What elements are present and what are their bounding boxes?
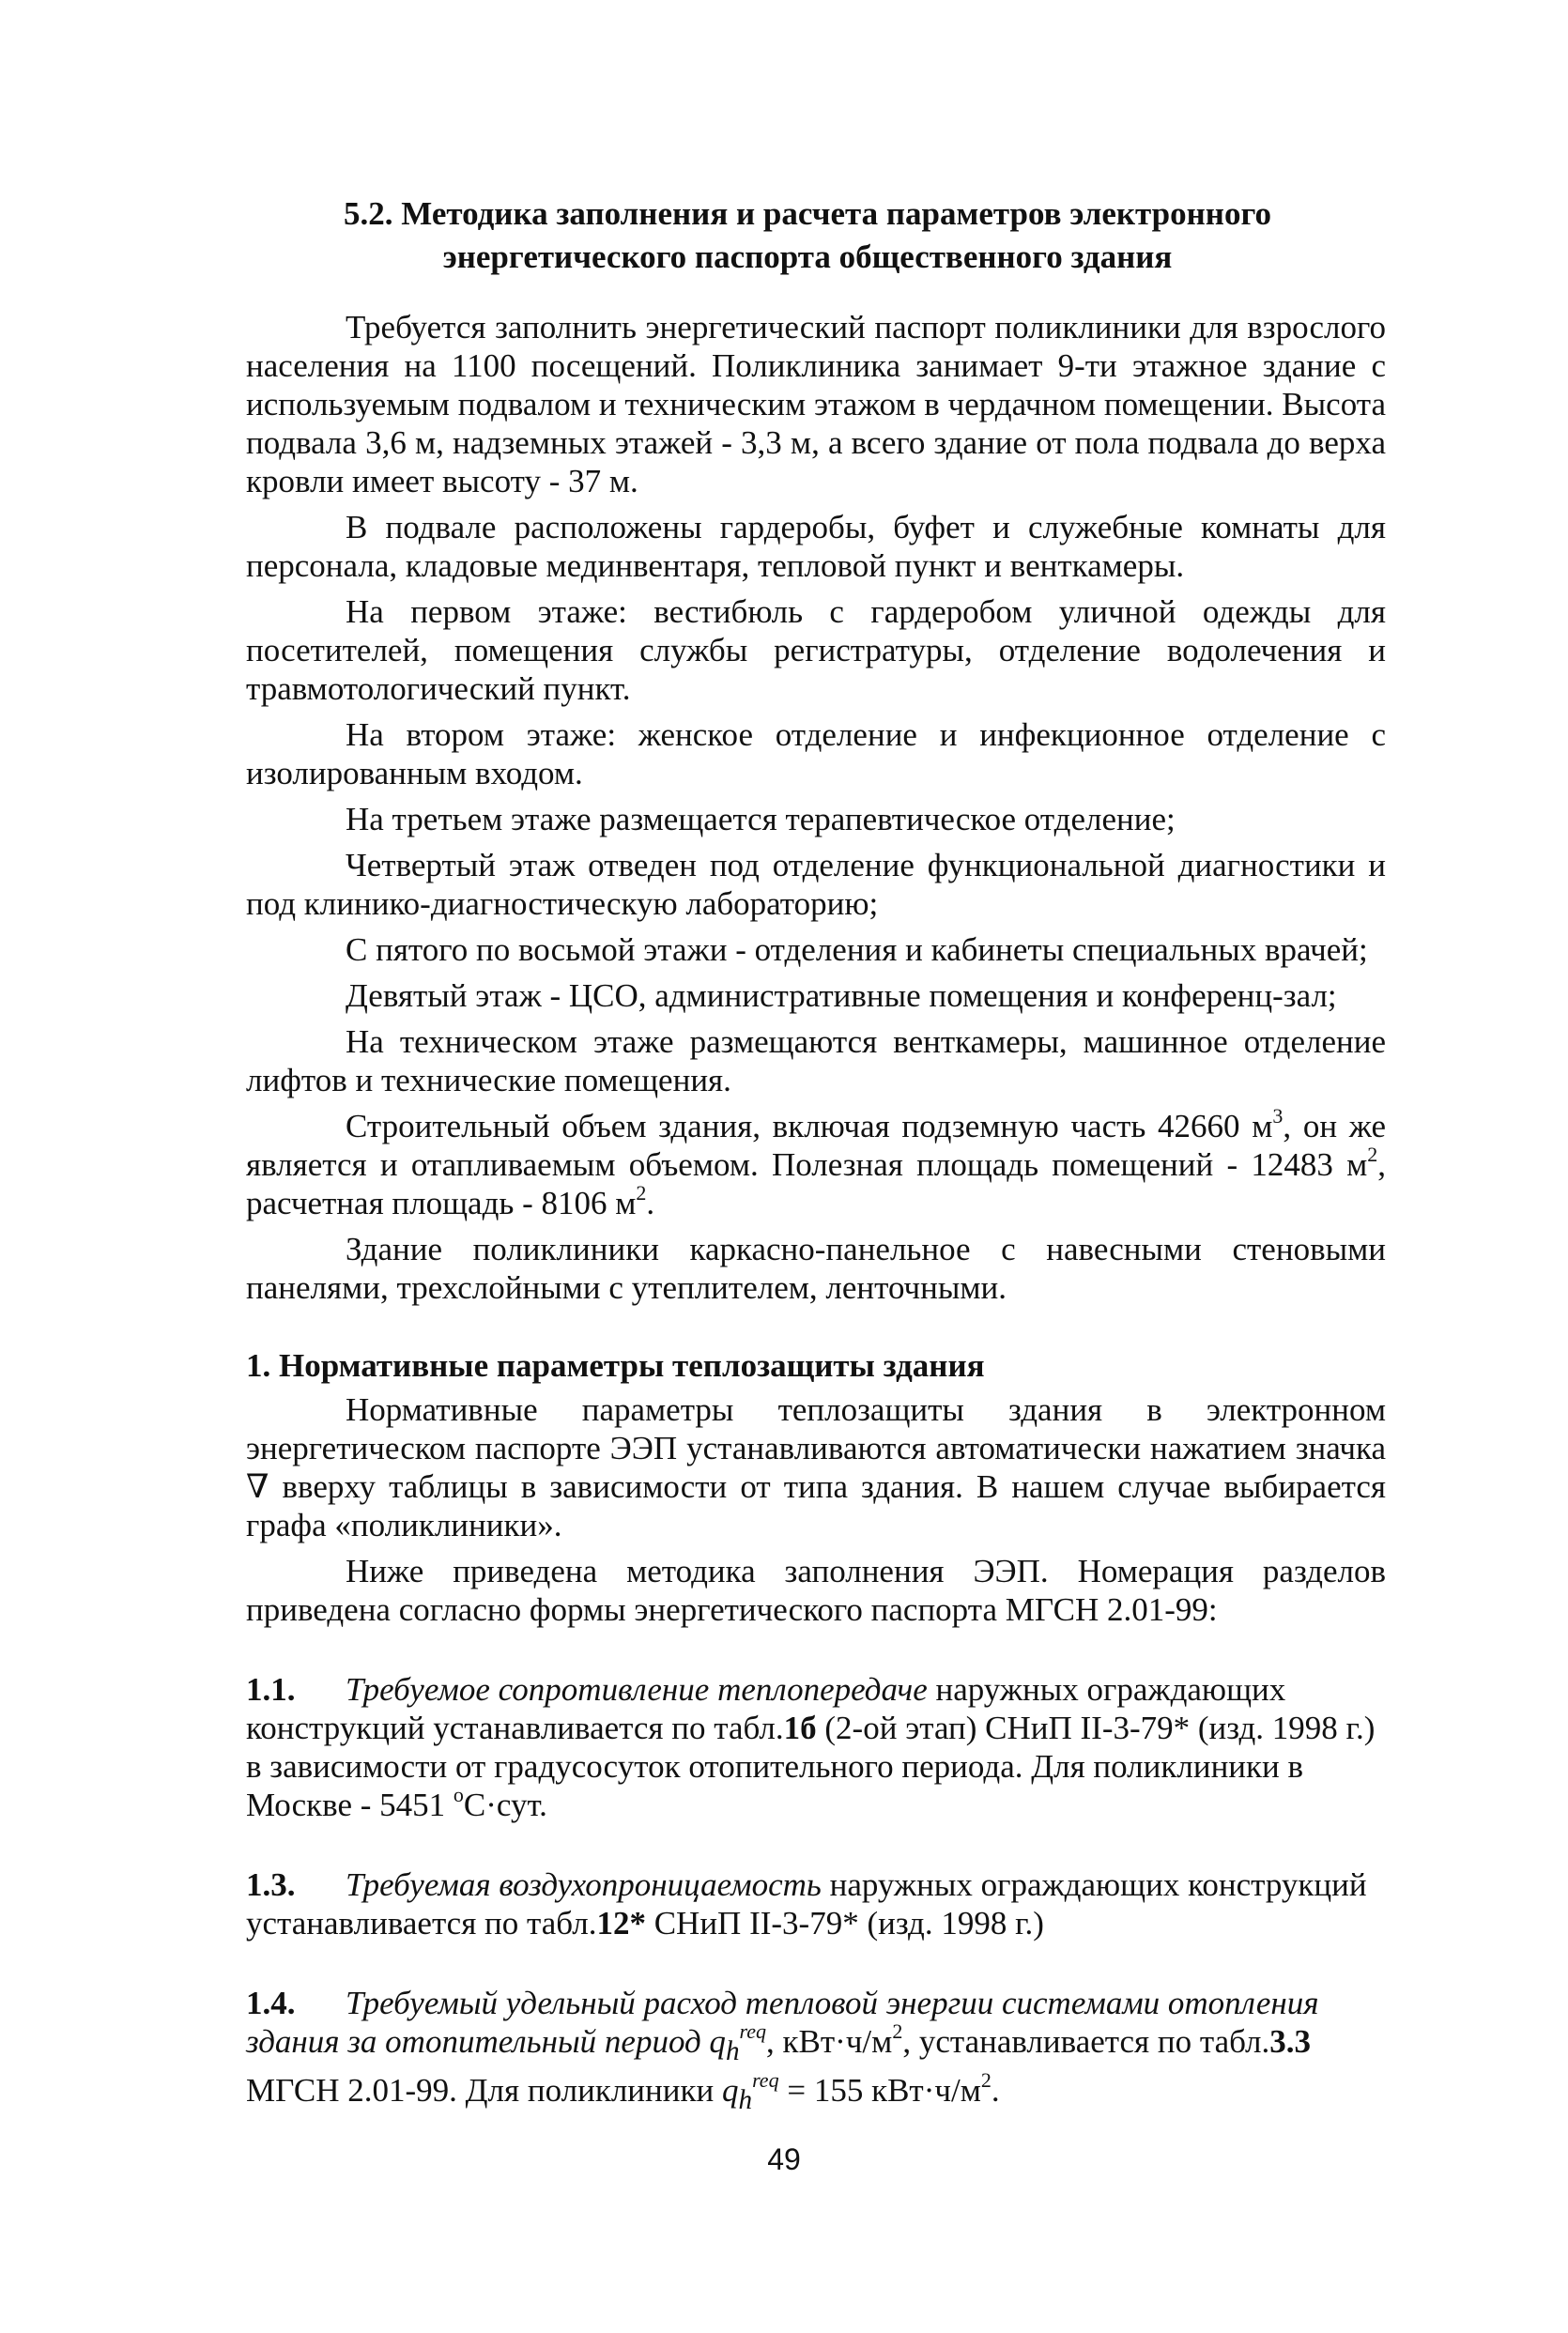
volume-text-2: , он же является и отапливаемым объемом. Полезная площадь помещений - 12483 м [246,1108,1386,1183]
document-body [246,308,1386,2120]
paragraph-floor4: Четвертый этаж отведен под отделение функциональной диагностики и под клинико-диагностическую лабораторию; [246,847,1386,922]
item-1-1-text-3: С·сут. [463,1787,547,1823]
item-1-1-table-ref: 1б [783,1710,817,1746]
item-1-1 [246,1670,1386,1824]
item-1-4-text-4: = 155 кВт·ч/м [778,2072,981,2109]
item-1-4-table-ref: 3.3 [1269,2023,1312,2060]
item-1-4-sup-req: req [739,2019,767,2044]
item-1-3-text-2: СНиП II-3-79* (изд. 1998 г.) [645,1905,1044,1942]
item-1-1-degree: о [453,1783,464,1807]
item-1-1-text-1: наружных ограждающих конструкций устанавливается по табл. [246,1671,1286,1746]
item-1-4-sup-2: 2 [892,2019,903,2044]
item-1-4-q: q [721,2072,739,2109]
item-1-1-term: Требуемое сопротивление теплопередаче [346,1671,928,1708]
item-1-4 [246,1984,1386,2120]
paragraph-floor5-8: С пятого по восьмой этажи - отделения и кабинеты специальных врачей; [346,931,1368,968]
item-1-4-term: Требуемый удельный расход тепловой энергии системами отопления здания за отопительный период q [246,1985,1319,2060]
item-1-4-number: 1.4. [246,1985,296,2021]
paragraph-volume [246,1104,1386,1222]
item-1-4-text-2: , устанавливается по табл. [902,2023,1270,2060]
item-1-1-text-2: (2-ой этап) СНиП II-3-79* (изд. 1998 г.) в зависимости от градусосуток отопительного периода. Для поликлиники в Москве - 5451 [246,1710,1376,1823]
paragraph-floor9: Девятый этаж - ЦСО, административные помещения и конференц-зал; [346,977,1337,1014]
item-1-1-number: 1.1. [246,1671,296,1708]
paragraph-floor3: На третьем этаже размещается терапевтическое отделение; [346,801,1176,837]
item-1-3-text-1: наружных ограждающих конструкций устанавливается по табл. [246,1866,1367,1942]
section-title-line2: энергетического паспорта общественного здания [442,238,1173,275]
section-title-line1: 5.2. Методика заполнения и расчета параметров электронного [344,195,1271,232]
paragraph-basement: В подвале расположены гардеробы, буфет и служебные комнаты для персонала, кладовые мединвентаря, тепловой пункт и венткамеры. [246,509,1386,584]
item-1-4-sup-3: 2 [980,2068,992,2093]
section-title [225,192,1390,279]
volume-sup-3: 2 [636,1181,647,1205]
volume-sup-1: 3 [1272,1104,1284,1128]
paragraph-intro: Требуется заполнить энергетический паспорт поликлиники для взрослого населения на 1100 посещений. Поликлиника занимает 9-ти этажное здание с используемым подвалом и техническим этажом в чердачном помещении. Высота подвала 3,6 м, надземных этажей - 3,3 м, а всего здание от пола подвала до верха кровли имеет высоту - 37 м. [246,309,1386,499]
item-1-4-sub-h: h [725,2036,740,2066]
section-1-paragraph-2: Ниже приведена методика заполнения ЭЭП. Номерация разделов приведена согласно формы энергетического паспорта МГСН 2.01-99: [246,1553,1386,1628]
item-1-3-term: Требуемая воздухопроницаемость [346,1866,822,1903]
paragraph-floor1: На первом этаже: вестибюль с гардеробом уличной одежды для посетителей, помещения службы регистратуры, отделение водолечения и травмотологический пункт. [246,593,1386,707]
item-1-4-text-5: . [991,2072,1000,2109]
item-1-3-table-ref: 12* [596,1905,646,1942]
section-1-heading: 1. Нормативные параметры теплозащиты здания [246,1347,985,1384]
item-1-4-text-3: МГСН 2.01-99. Для поликлиники [246,2072,722,2109]
paragraph-floor2: На втором этаже: женское отделение и инфекционное отделение с изолированным входом. [246,716,1386,791]
item-1-4-sub-h2: h [738,2085,753,2115]
item-1-3-number: 1.3. [246,1866,296,1903]
page-number: 49 [767,2142,801,2176]
volume-text-4: . [646,1185,655,1221]
item-1-3 [246,1865,1386,1942]
paragraph-tech-floor: На техническом этаже размещаются венткамеры, машинное отделение лифтов и технические помещения. [246,1023,1386,1098]
volume-text-1: Строительный объем здания, включая подземную часть 42660 м [346,1108,1273,1144]
paragraph-frame: Здание поликлиники каркасно-панельное с навесными стеновыми панелями, трехслойными с утеплителем, ленточными. [246,1231,1386,1306]
item-1-4-sup-req2: req [752,2068,779,2093]
item-1-4-text-1: , кВт·ч/м [766,2023,893,2060]
section-1-paragraph-1: Нормативные параметры теплозащиты здания в электронном энергетическом паспорте ЭЭП устанавливаются автоматически нажатием значка ∇ вверху таблицы в зависимости от типа здания. В нашем случае выбирается графа «поликлиники». [246,1391,1386,1543]
volume-sup-2: 2 [1367,1143,1378,1167]
volume-text-3: , расчетная площадь - 8106 м [246,1146,1386,1221]
